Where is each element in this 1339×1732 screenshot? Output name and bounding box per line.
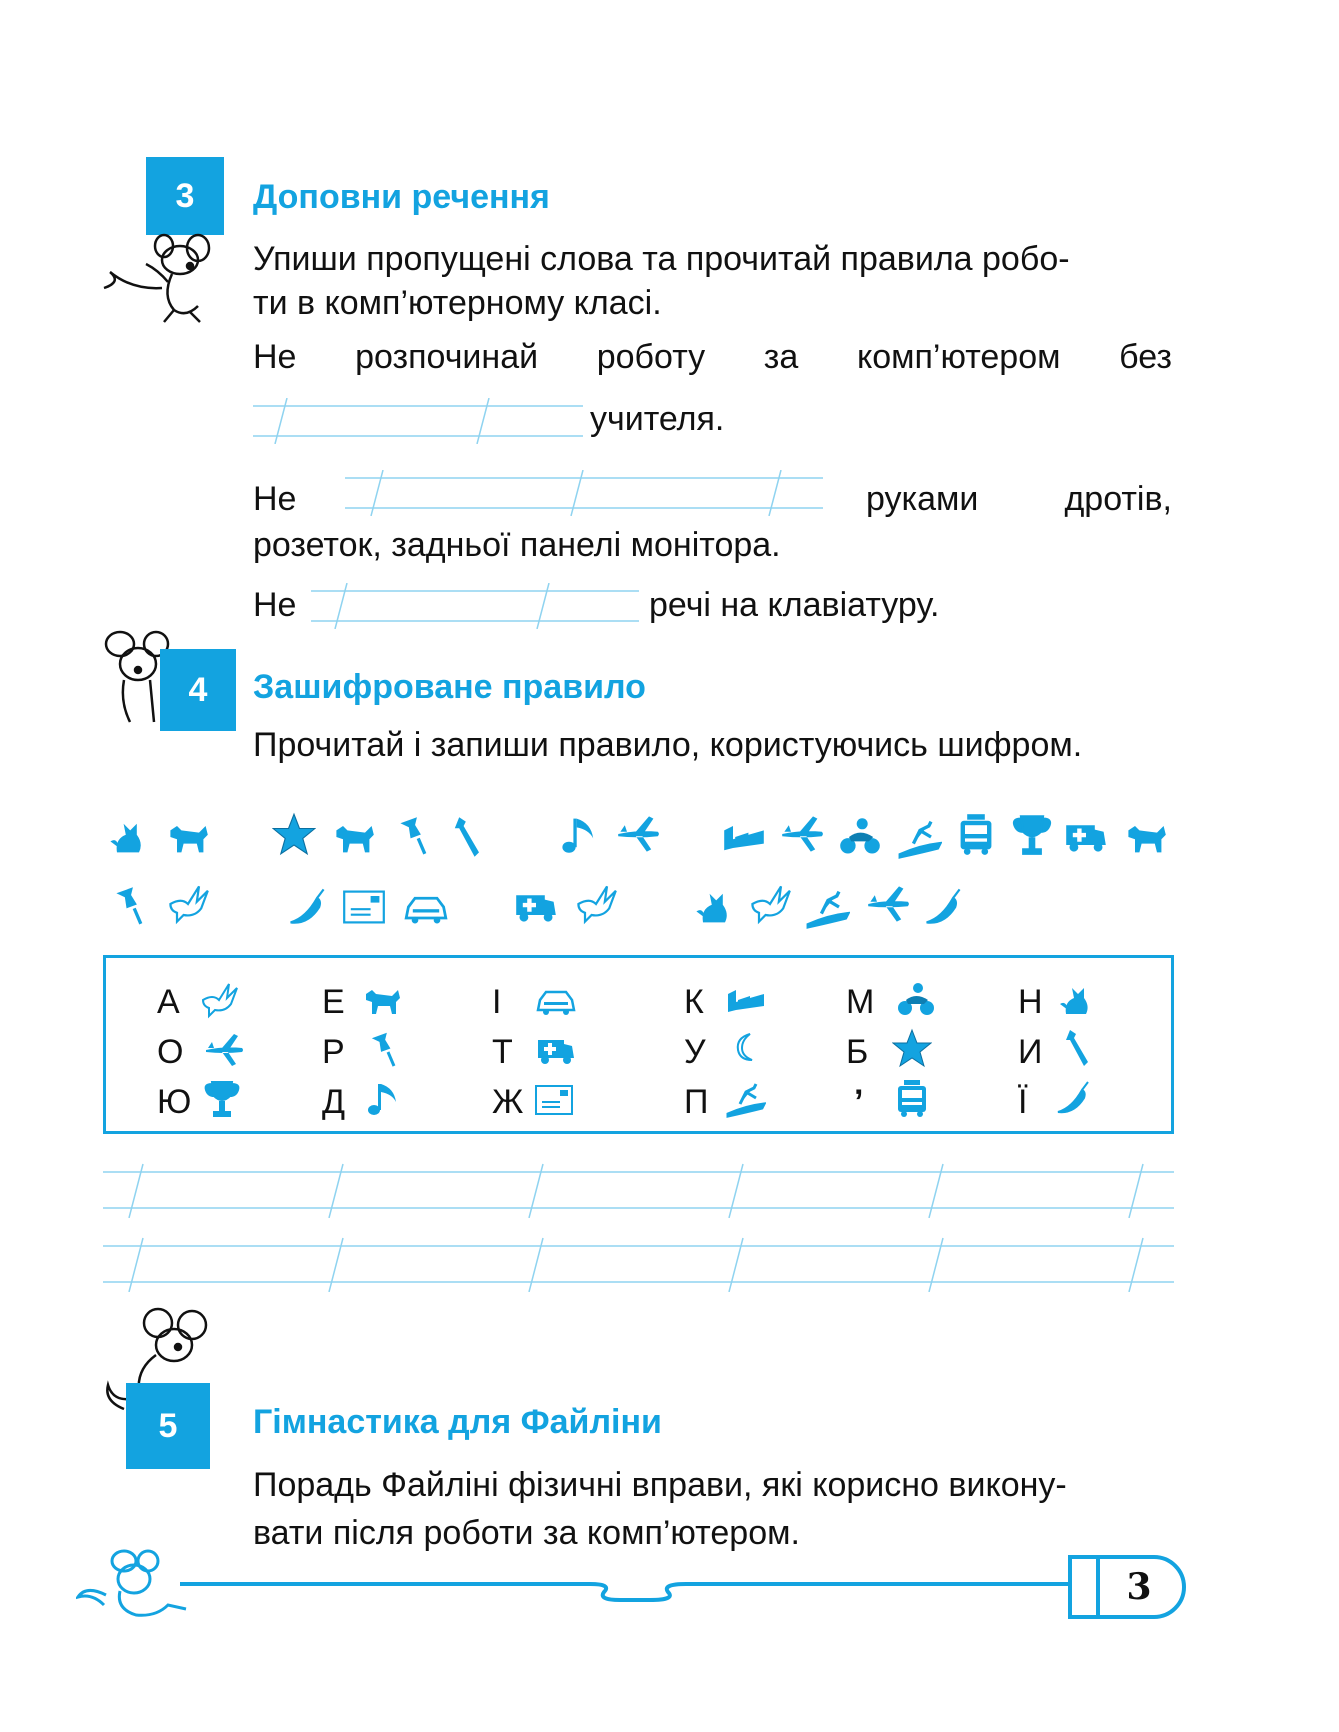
key-letter: Ї: [1018, 1083, 1028, 1121]
note-icon: [364, 1078, 404, 1118]
dagger-icon: [446, 815, 490, 859]
answer-line-3[interactable]: [311, 583, 639, 629]
sentence2-word: руками: [866, 480, 979, 518]
key-letter: К: [684, 983, 704, 1021]
ambulance-icon: [1064, 812, 1108, 856]
pin-icon: [110, 882, 154, 926]
task4-title: Зашифроване правило: [253, 668, 646, 706]
dog-icon: [166, 815, 210, 859]
task5-number-badge: [126, 1383, 210, 1469]
ambulance-icon: [536, 1028, 576, 1068]
dog-icon: [1124, 815, 1168, 859]
key-letter: І: [492, 983, 502, 1021]
sentence3-end: речі на клавіатуру.: [649, 586, 940, 624]
cat-icon: [106, 815, 150, 859]
firetruck-icon: [892, 1078, 932, 1118]
envelope-icon: [534, 1080, 574, 1120]
sentence1-word: Не: [253, 338, 297, 376]
bed-icon: [726, 980, 766, 1020]
task5-number: 5: [158, 1406, 178, 1445]
note-icon: [558, 812, 602, 856]
pepper-icon: [1052, 1078, 1092, 1118]
plane-icon: [780, 812, 824, 856]
pin-icon: [366, 1028, 406, 1068]
answer-line-1[interactable]: [253, 398, 583, 444]
task4-number: 4: [188, 670, 208, 709]
car-icon: [536, 980, 576, 1020]
task5-title: Гімнастика для Файліни: [253, 1403, 662, 1441]
task4-number-badge: [160, 649, 236, 731]
key-letter: Д: [322, 1083, 346, 1121]
sentence2-line2: розеток, задньої панелі монітора.: [253, 526, 781, 564]
key-letter: ’: [854, 1083, 864, 1121]
task3-instruction-line1: Упиши пропущені слова та прочитай правила робо-: [253, 240, 1070, 278]
sentence1-word: комп’ютером: [856, 338, 1061, 376]
key-letter: М: [846, 983, 875, 1021]
plane-icon: [866, 882, 910, 926]
key-letter: О: [157, 1033, 184, 1071]
envelope-icon: [342, 885, 386, 929]
dove-icon: [748, 882, 792, 926]
sentence2-start: Не: [253, 480, 297, 518]
dove-icon: [166, 882, 210, 926]
key-letter: Р: [322, 1033, 345, 1071]
answer-line-2[interactable]: [345, 470, 823, 516]
key-letter: Н: [1018, 983, 1043, 1021]
bed-icon: [722, 815, 766, 859]
cipher-key-table: [103, 955, 1174, 1134]
key-letter: А: [157, 983, 180, 1021]
key-letter: У: [684, 1033, 706, 1071]
cat-icon: [692, 885, 736, 929]
pepper-icon: [920, 885, 964, 929]
key-letter: Ж: [492, 1083, 524, 1121]
key-letter: П: [684, 1083, 709, 1121]
answer-writing-line-1[interactable]: [103, 1162, 1174, 1218]
ambulance-icon: [514, 882, 558, 926]
cat-icon: [1056, 980, 1096, 1020]
page-number: [1068, 1555, 1186, 1619]
key-letter: Е: [322, 983, 345, 1021]
mouse-running-illustration: [102, 226, 222, 328]
page-number-value: 3: [1126, 1566, 1152, 1608]
key-letter: Б: [846, 1033, 869, 1071]
moon-icon: [726, 1028, 766, 1068]
firetruck-icon: [954, 812, 998, 856]
star-icon: [892, 1028, 932, 1068]
sentence2-words: [866, 472, 1172, 526]
task3-title: Доповни речення: [253, 178, 550, 216]
sentence1-part1: [253, 330, 1172, 384]
task4-instruction: Прочитай і запиши правило, користуючись шифром.: [253, 726, 1083, 764]
sentence3-start: Не: [253, 586, 297, 624]
pepper-icon: [284, 885, 328, 929]
sentence1-word: без: [1119, 338, 1172, 376]
key-letter: Т: [492, 1033, 513, 1071]
key-letter: И: [1018, 1033, 1043, 1071]
surfer-icon: [726, 1078, 766, 1118]
car-icon: [404, 885, 448, 929]
trophy-icon: [202, 1078, 242, 1118]
dove-icon: [199, 980, 239, 1020]
plane-icon: [204, 1030, 244, 1070]
task5-instruction-line1: Порадь Файліні фізичні вправи, які корисно викону-: [253, 1466, 1067, 1504]
key-letter: Ю: [157, 1083, 192, 1121]
surfer-icon: [806, 885, 850, 929]
task3-number-badge: [146, 157, 224, 235]
dove-icon: [574, 882, 618, 926]
footer-rule: [180, 1576, 1070, 1606]
sentence1-part2: учителя.: [590, 400, 725, 438]
dog-icon: [332, 815, 376, 859]
plane-icon: [616, 812, 660, 856]
sentence1-word: за: [763, 338, 799, 376]
dog-icon: [362, 980, 402, 1020]
surfer-icon: [898, 815, 942, 859]
star-icon: [272, 812, 316, 856]
answer-writing-line-2[interactable]: [103, 1236, 1174, 1292]
task3-number: 3: [175, 176, 195, 215]
sentence2-word: дротів,: [1064, 480, 1172, 518]
sentence1-word: розпочинай: [355, 338, 539, 376]
task3-instruction-line2: ти в комп’ютерному класі.: [253, 284, 662, 322]
pin-icon: [394, 812, 438, 856]
motorbike-icon: [838, 815, 882, 859]
dagger-icon: [1058, 1028, 1098, 1068]
motorbike-icon: [896, 980, 936, 1020]
task5-instruction-line2: вати після роботи за комп’ютером.: [253, 1514, 800, 1552]
trophy-icon: [1010, 812, 1054, 856]
footer-mouse-illustration: [76, 1545, 196, 1625]
sentence1-word: роботу: [596, 338, 706, 376]
